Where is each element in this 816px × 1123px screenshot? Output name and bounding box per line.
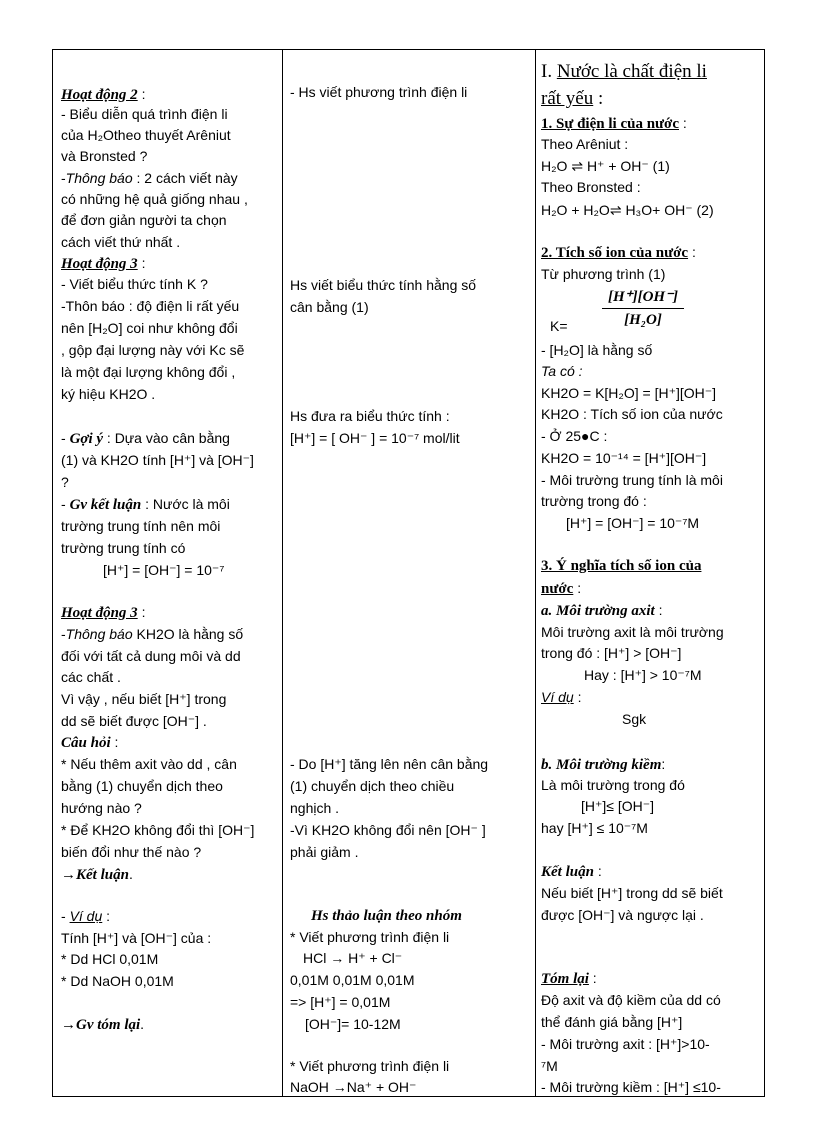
conclusion-heading: Kết luận : <box>541 863 602 880</box>
student-activity-column <box>283 50 536 1096</box>
text-line: Nếu biết [H⁺] trong dd sẽ biết <box>541 885 723 901</box>
text-line: hướng nào ? <box>61 800 142 816</box>
lesson-table <box>52 49 765 1097</box>
text-line: Theo Bronsted : <box>541 179 641 195</box>
subsection-3-heading-cont: nước : <box>541 580 582 597</box>
example-heading: - Ví dụ : <box>61 908 111 924</box>
text-line: là một đại lượng không đổi , <box>61 364 236 380</box>
formula-line: KH2O = K[H₂O] = [H⁺][OH⁻] <box>541 385 717 401</box>
formula-line: [H⁺]≤ [OH⁻] <box>581 798 655 814</box>
text-line: - Biểu diễn quá trình điện li <box>61 106 228 122</box>
subsection-2-heading: 2. Tích số ion của nước : <box>541 244 696 261</box>
equation-line: HCl → H⁺ + Cl⁻ <box>303 950 403 966</box>
section-heading: I. Nước là chất điện li <box>541 61 707 82</box>
fraction-bar <box>602 308 684 309</box>
question-heading: Câu hỏi : <box>61 734 119 751</box>
text-line: * Dd NaOH 0,01M <box>61 973 174 989</box>
text-line: nên [H₂O] coi như không đổi <box>61 320 238 336</box>
text-line: Tính [H⁺] và [OH⁻] của : <box>61 930 212 946</box>
text-line: - Môi trường kiềm : [H⁺] ≤10- <box>541 1079 721 1095</box>
activity-2-heading: Hoạt động 2 : <box>61 86 146 103</box>
text-line: Theo Arêniut : <box>541 136 629 152</box>
text-line: Ta có : <box>541 363 583 379</box>
activity-3b-heading: Hoạt động 3 : <box>61 604 146 621</box>
text-line: trường trung tính có <box>61 540 186 556</box>
text-line: cách viết thứ nhất . <box>61 234 181 250</box>
text-line: thể đánh giá bằng [H⁺] <box>541 1014 683 1030</box>
activity-3-heading: Hoạt động 3 : <box>61 255 146 272</box>
equation-line: H₂O ⇌ H⁺ + OH⁻ (1) <box>541 158 670 174</box>
notice-line: -Thông báo KH2O là hằng số <box>61 626 244 642</box>
text-line: được [OH⁻] và ngược lại . <box>541 907 704 923</box>
fraction-numerator: [H⁺][OH⁻] <box>608 289 678 305</box>
text-line: * Nếu thêm axit vào dd , cân <box>61 756 237 772</box>
equation-line: NaOH →Na⁺ + OH⁻ <box>290 1079 417 1095</box>
text-line: - Môi trường axit : [H⁺]>10- <box>541 1036 710 1052</box>
fraction-denominator: [H₂O] <box>624 312 662 328</box>
text-line: dd sẽ biết được [OH⁻] . <box>61 713 207 729</box>
text-line: - Viết biểu thức tính K ? <box>61 276 208 292</box>
text-line: * Viết phương trình điện li <box>290 1058 450 1074</box>
subsection-3-heading: 3. Ý nghĩa tích số ion của <box>541 558 702 574</box>
text-line: trong đó : [H⁺] > [OH⁻] <box>541 645 682 661</box>
hint-line: - Gợi ý : Dựa vào cân bằng <box>61 430 230 447</box>
text-line: Vì vậy , nếu biết [H⁺] trong <box>61 691 227 707</box>
formula-line: [H⁺] = [ OH⁻ ] = 10⁻⁷ mol/lit <box>290 430 460 446</box>
text-line: - Do [H⁺] tăng lên nên cân bằng <box>290 756 489 772</box>
text-line: Hs viết biểu thức tính hằng số <box>290 277 477 293</box>
text-line: - Môi trường trung tính là môi <box>541 472 723 488</box>
formula-line: hay [H⁺] ≤ 10⁻⁷M <box>541 820 648 836</box>
text-line: phải giảm . <box>290 844 359 860</box>
text-line: đối với tất cả dung môi và dd <box>61 648 241 664</box>
notice-line: -Thông báo : 2 cách viết này <box>61 170 238 186</box>
text-line: [OH⁻]= 10-12M <box>305 1016 401 1032</box>
text-line: * Viết phương trình điện li <box>290 929 450 945</box>
text-line: cân bằng (1) <box>290 299 369 315</box>
text-line: - [H₂O] là hằng số <box>541 342 653 358</box>
text-line: các chất . <box>61 669 121 685</box>
formula-line: Hay : [H⁺] > 10⁻⁷M <box>584 667 702 683</box>
formula-line: [H⁺] = [OH⁻] = 10⁻⁷ <box>103 562 225 578</box>
text-line: ⁷M <box>541 1058 558 1074</box>
text-line: Độ axit và độ kiềm của dd có <box>541 992 721 1008</box>
text-line: Là môi trường trong đó <box>541 777 685 793</box>
text-line: KH2O : Tích số ion của nước <box>541 406 723 422</box>
summary-arrow: →Gv tóm lại. <box>61 1016 145 1033</box>
acid-heading: a. Môi trường axit : <box>541 602 663 619</box>
k-label: K= <box>550 318 568 334</box>
subsection-1-heading: 1. Sự điện li của nước : <box>541 115 687 132</box>
text-line: ký hiệu KH2O . <box>61 386 156 402</box>
text-line: (1) và KH2O tính [H⁺] và [OH⁻] <box>61 452 254 468</box>
content-column <box>536 50 764 1096</box>
text-line: có những hệ quả giống nhau , <box>61 191 248 207</box>
text-line: và Bronsted ? <box>61 148 148 164</box>
text-line: * Dd HCl 0,01M <box>61 951 159 967</box>
text-line: (1) chuyển dịch theo chiều <box>290 778 455 794</box>
text-line: => [H⁺] = 0,01M <box>290 994 391 1010</box>
text-line: Môi trường axit là môi trường <box>541 624 724 640</box>
text-line: , gộp đại lượng này với Kc sẽ <box>61 342 245 358</box>
example-heading: Ví dụ : <box>541 689 582 705</box>
text-line: Sgk <box>622 711 647 727</box>
text-line: nghịch . <box>290 800 340 816</box>
text-line: trường trong đó : <box>541 493 647 509</box>
group-discussion-heading: Hs thảo luận theo nhóm <box>311 908 462 924</box>
text-line: của H₂Otheo thuyết Arêniut <box>61 127 231 143</box>
text-line: * Để KH2O không đổi thì [OH⁻] <box>61 822 255 838</box>
text-line: trường trung tính nên môi <box>61 518 221 534</box>
formula-line: KH2O = 10⁻¹⁴ = [H⁺][OH⁻] <box>541 450 707 466</box>
text-line: -Thôn báo : độ điện li rất yếu <box>61 298 240 314</box>
formula-line: [H⁺] = [OH⁻] = 10⁻⁷M <box>566 515 700 531</box>
text-line: -Vì KH2O không đổi nên [OH⁻ ] <box>290 822 486 838</box>
text-line: - Ở 25●C : <box>541 428 608 444</box>
text-line: Hs đưa ra biểu thức tính : <box>290 408 450 424</box>
teacher-activity-column <box>53 50 283 1096</box>
text-line: - Hs viết phương trình điện li <box>290 84 468 100</box>
equation-line: H₂O + H₂O⇌ H₃O+ OH⁻ (2) <box>541 202 714 218</box>
conclusion-arrow: →Kết luận. <box>61 866 133 883</box>
text-line: 0,01M 0,01M 0,01M <box>290 972 415 988</box>
summary-heading: Tóm lại : <box>541 970 597 987</box>
text-line: bằng (1) chuyển dịch theo <box>61 778 223 794</box>
text-line: để đơn giản người ta chọn <box>61 212 227 228</box>
text-line: Từ phương trình (1) <box>541 266 666 282</box>
section-heading-cont: rất yếu : <box>541 88 604 109</box>
conclusion-line: - Gv kết luận : Nước là môi <box>61 496 230 513</box>
base-heading: b. Môi trường kiềm: <box>541 756 666 773</box>
text-line: ? <box>61 474 69 490</box>
text-line: biến đổi như thế nào ? <box>61 844 202 860</box>
